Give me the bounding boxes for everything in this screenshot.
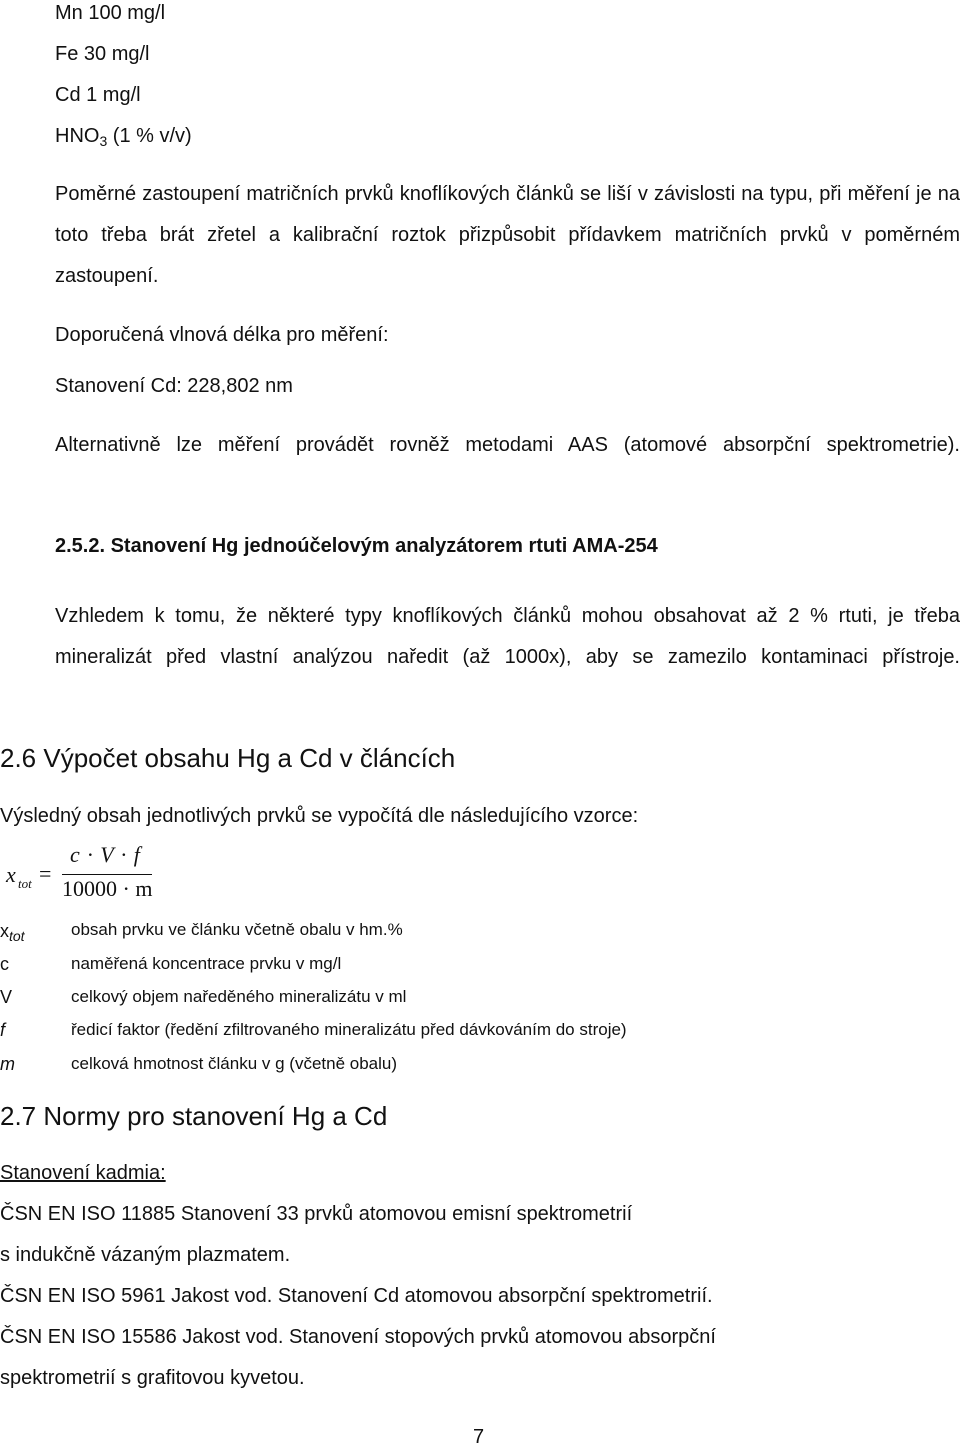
norm-5961: ČSN EN ISO 5961 Jakost vod. Stanovení Cd atomovou absorpční spektrometrií. bbox=[0, 1285, 713, 1307]
line-hno3 bbox=[55, 123, 192, 154]
subheading-cadmium: Stanovení kadmia: bbox=[0, 1162, 166, 1184]
formula-denominator: 10000 · m bbox=[62, 876, 153, 901]
page-number: 7 bbox=[473, 1426, 485, 1448]
heading-2-7: 2.7 Normy pro stanovení Hg a Cd bbox=[0, 1101, 388, 1131]
hno3-formula: HNO bbox=[55, 125, 100, 147]
formula-lhs-subscript: tot bbox=[18, 876, 32, 891]
def-symbol-xtot-main: x bbox=[0, 921, 9, 941]
def-text-c: naměřená koncentrace prvku v mg/l bbox=[71, 954, 342, 973]
norm-15586-line1: ČSN EN ISO 15586 Jakost vod. Stanovení stopových prvků atomovou absorpční bbox=[0, 1326, 716, 1348]
def-text-m: celková hmotnost článku v g (včetně obalu) bbox=[71, 1054, 398, 1073]
line-fe: Fe 30 mg/l bbox=[55, 43, 150, 65]
def-symbol-c: c bbox=[0, 954, 9, 974]
wavelength-cd: Stanovení Cd: 228,802 nm bbox=[55, 375, 293, 397]
line-mn: Mn 100 mg/l bbox=[55, 2, 166, 24]
heading-2-5-2: 2.5.2. Stanovení Hg jednoúčelovým analyzátorem rtuti AMA-254 bbox=[55, 535, 658, 557]
hno3-subscript: 3 bbox=[99, 133, 108, 149]
norm-11885-line2: s indukčně vázaným plazmatem. bbox=[0, 1244, 291, 1266]
def-symbol-m: m bbox=[0, 1054, 15, 1074]
wavelength-label: Doporučená vlnová délka pro měření: bbox=[55, 324, 389, 346]
norm-11885-line1: ČSN EN ISO 11885 Stanovení 33 prvků atomovou emisní spektrometrií bbox=[0, 1203, 633, 1225]
norm-15586-line2: spektrometrií s grafitovou kyvetou. bbox=[0, 1367, 305, 1389]
def-symbol-f: f bbox=[0, 1020, 6, 1040]
def-text-xtot: obsah prvku ve článku včetně obalu v hm.% bbox=[71, 920, 403, 939]
formula-numerator: c · V · f bbox=[70, 842, 141, 867]
def-text-v: celkový objem naředěného mineralizátu v ml bbox=[71, 987, 407, 1006]
formula-fraction-line bbox=[62, 874, 152, 875]
def-symbol-xtot bbox=[0, 919, 25, 948]
paragraph-matrix: Poměrné zastoupení matričních prvků knoflíkových článků se liší v závislosti na typu, při měření je na toto třeba brát zřetel a kalibrační roztok přizpůsobit přídavkem matričních prvků v poměrném zastoupení. bbox=[55, 183, 960, 287]
hno3-concentration: (1 % v/v) bbox=[107, 125, 192, 147]
line-cd: Cd 1 mg/l bbox=[55, 84, 141, 106]
def-symbol-v: V bbox=[0, 987, 13, 1007]
paragraph-ama: Vzhledem k tomu, že některé typy knoflíkových článků mohou obsahovat až 2 % rtuti, je třeba mineralizát před vlastní analýzou naředit (až 1000x), aby se zamezilo kontaminaci přístroje. bbox=[55, 605, 960, 668]
formula bbox=[0, 842, 200, 902]
paragraph-alternative: Alternativně lze měření provádět rovněž metodami AAS (atomové absorpční spektrometrie). bbox=[55, 434, 960, 456]
def-symbol-xtot-sub: tot bbox=[9, 928, 25, 944]
formula-equals: = bbox=[39, 861, 52, 886]
formula-lhs: x bbox=[6, 862, 16, 887]
def-text-f: ředicí faktor (ředění zfiltrovaného mineralizátu před dávkováním do stroje) bbox=[71, 1020, 627, 1039]
formula-intro: Výsledný obsah jednotlivých prvků se vypočítá dle následujícího vzorce: bbox=[0, 805, 639, 827]
heading-2-6: 2.6 Výpočet obsahu Hg a Cd v článcích bbox=[0, 743, 456, 773]
